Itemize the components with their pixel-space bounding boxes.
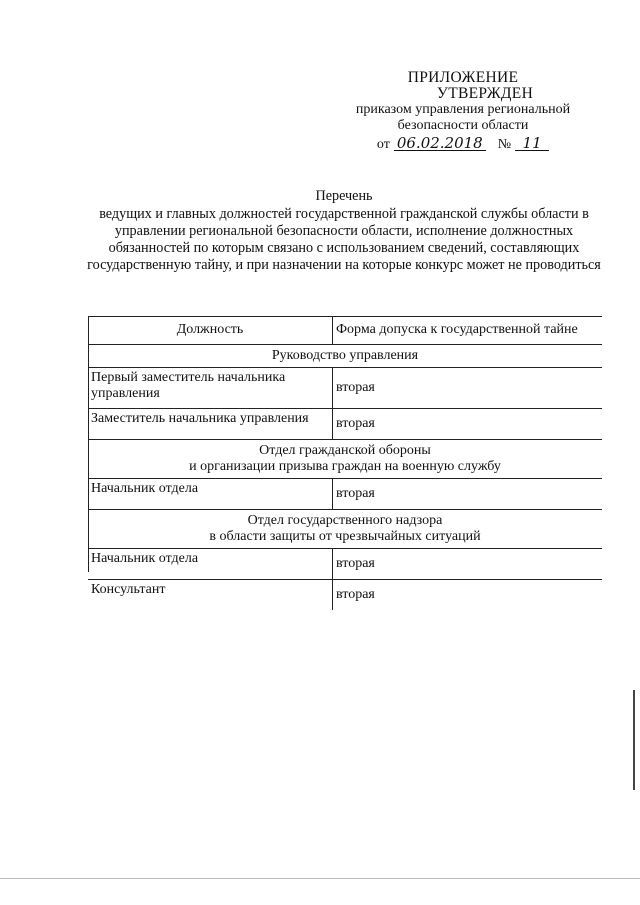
document-title	[84, 188, 604, 274]
number-label: №	[497, 137, 512, 152]
position-cell: Начальник отдела	[88, 479, 333, 510]
approval-org-line: безопасности области	[397, 118, 529, 133]
section-header	[88, 345, 602, 368]
table-row	[88, 368, 602, 409]
approval-approved-label: УТВЕРЖДЕН	[436, 85, 534, 102]
table-header-row	[88, 317, 602, 345]
section-header	[88, 440, 602, 479]
position-cell: Первый заместитель начальника управления	[88, 368, 333, 409]
approval-date-number-line	[348, 136, 578, 153]
handwritten-date: 06.02.2018	[394, 136, 486, 151]
position-cell: Заместитель начальника управления	[88, 409, 333, 440]
clearance-cell: вторая	[333, 368, 603, 409]
column-header-position: Должность	[88, 317, 333, 345]
position-cell: Начальник отдела	[88, 549, 333, 580]
title-body: ведущих и главных должностей государственной гражданской службы области в управлении региональной безопасности области, исполнение должностных обязанностей по которым связано с использованием сведений, составляющих государственную тайну, и при назначении на которые конкурс может не проводиться	[87, 206, 601, 273]
from-label: от	[376, 137, 390, 152]
clearance-cell: вторая	[333, 479, 603, 510]
section-title-line: Отдел гражданской обороны	[259, 443, 431, 458]
section-title	[88, 510, 602, 549]
scan-edge-line	[0, 878, 640, 879]
section-title-line: и организации призыва граждан на военную службу	[189, 459, 501, 474]
approval-block	[348, 70, 578, 153]
section-title	[88, 440, 602, 479]
approval-order-line: приказом управления региональной	[355, 102, 571, 117]
section-title-line: Отдел государственного надзора	[247, 513, 443, 528]
clearance-cell: вторая	[333, 409, 603, 440]
table-row	[88, 409, 602, 440]
position-cell: Консультант	[88, 580, 333, 611]
section-title-line: в области защиты от чрезвычайных ситуаций	[209, 529, 481, 544]
scan-edge-mark	[633, 690, 635, 790]
clearance-cell: вторая	[333, 549, 603, 580]
approval-appendix-label: ПРИЛОЖЕНИЕ	[407, 69, 519, 86]
table-row	[88, 549, 602, 580]
section-title: Руководство управления	[88, 345, 602, 368]
positions-table	[88, 316, 602, 610]
section-header	[88, 510, 602, 549]
column-header-clearance: Форма допуска к государственной тайне	[333, 317, 603, 345]
table-row	[88, 479, 602, 510]
handwritten-number: 11	[515, 136, 549, 151]
clearance-cell: вторая	[333, 580, 603, 611]
title-heading: Перечень	[315, 188, 373, 204]
table-row	[88, 580, 602, 611]
